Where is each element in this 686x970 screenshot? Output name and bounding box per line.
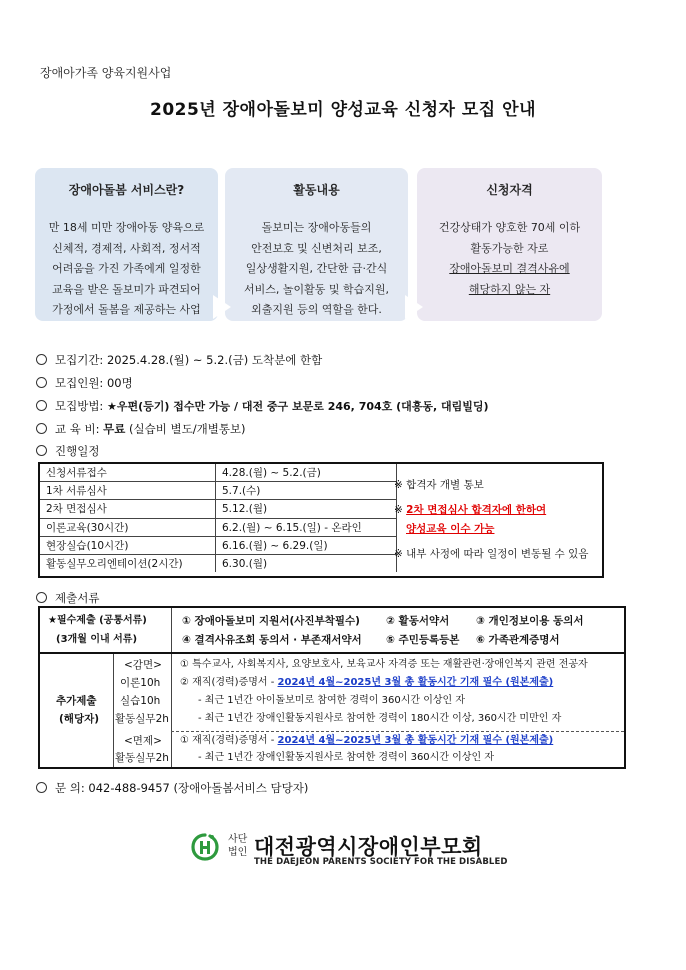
card-line: 가정에서 돌봄을 제공하는 사업 bbox=[52, 303, 201, 316]
card-eligibility bbox=[417, 168, 602, 321]
reduce-label: <감면> bbox=[124, 659, 162, 671]
card-line-text: 해당하지 않는 자 bbox=[468, 282, 551, 296]
reduce-sub-item: - 최근 1년간 장애인활동지원사로 참여한 경력이 180시간 이상, 360시간 미만인 자 bbox=[198, 713, 562, 724]
reduce-item bbox=[180, 676, 553, 690]
exempt-item-blue: 2024년 4월~2025년 3월 총 활동시간 기재 필수 (원본제출) bbox=[277, 735, 554, 746]
circle-bullet-icon bbox=[36, 592, 47, 603]
schedule-table bbox=[38, 462, 604, 578]
schedule-item: 현장실습(10시간) bbox=[40, 536, 216, 554]
card-service-definition bbox=[35, 168, 218, 321]
info-cards bbox=[35, 168, 602, 323]
info-fee bbox=[36, 421, 246, 437]
table-row bbox=[40, 554, 397, 572]
logo-name: 대전광역시장애인부모회 bbox=[254, 835, 483, 859]
info-period bbox=[36, 352, 322, 368]
card-line: 신체적, 경제적, 사회적, 정서적 bbox=[52, 241, 201, 255]
info-count bbox=[36, 375, 133, 391]
exempt-item-prefix: ① 재직(경력)증명서 - bbox=[180, 735, 278, 746]
card-line: 일상생활지원, 간단한 급·간식 bbox=[245, 262, 388, 275]
reduce-item-prefix: ② 재직(경력)증명서 - bbox=[180, 677, 278, 688]
method-value: ★우편(등기) 접수만 가능 / 대전 중구 보문로 246, 704호 (대흥동, 대림빌딩) bbox=[106, 400, 489, 413]
card-line bbox=[417, 280, 602, 301]
circle-bullet-icon bbox=[36, 400, 47, 411]
exempt-sub-item: - 최근 1년간 장애인활동지원사로 참여한 경력이 360시간 이상인 자 bbox=[198, 752, 494, 763]
method-label: 모집방법: bbox=[55, 399, 104, 413]
card-body bbox=[417, 218, 602, 300]
schedule-date: 6.30.(월) bbox=[216, 554, 397, 572]
reduce-sub: 이론10h bbox=[120, 677, 161, 689]
note-red: 양성교육 이수 가능 bbox=[406, 523, 495, 535]
schedule-date: 6.2.(월) ~ 6.15.(일) - 온라인 bbox=[216, 518, 397, 536]
page-title: 2025년 장애아돌보미 양성교육 신청자 모집 안내 bbox=[149, 100, 536, 120]
reduce-item: ① 특수교사, 사회복지사, 요양보호사, 보육교사 자격증 또는 재활관련·장애인복지 관련 전공자 bbox=[180, 659, 588, 670]
card-line: 서비스, 놀이활동 및 학습지원, bbox=[244, 282, 389, 296]
contact-value: 042-488-9457 (장애아돌봄서비스 담당자) bbox=[88, 781, 309, 795]
program-subheader: 장애아가족 양육지원사업 bbox=[40, 66, 172, 80]
card-title: 장애아돌봄 서비스란? bbox=[68, 183, 185, 197]
reduce-item-blue: 2024년 4월~2025년 3월 총 활동시간 기재 필수 (원본제출) bbox=[277, 677, 554, 688]
required-item: ⑥ 가족관계증명서 bbox=[476, 634, 560, 646]
schedule-item: 2차 면접심사 bbox=[40, 500, 216, 518]
card-line: 어려움을 가진 가족에게 일정한 bbox=[52, 262, 201, 275]
circle-bullet-icon bbox=[36, 782, 47, 793]
circle-bullet-icon bbox=[36, 354, 47, 365]
card-line: 안전보호 및 신변처리 보조, bbox=[251, 241, 382, 255]
count-value: 00명 bbox=[106, 376, 133, 390]
exempt-sub: 활동실무2h bbox=[115, 752, 169, 764]
required-item: ② 활동서약서 bbox=[386, 615, 450, 627]
extra-sublabel: (해당자) bbox=[59, 713, 100, 725]
table-row bbox=[40, 536, 397, 554]
schedule-item: 신청서류접수 bbox=[40, 464, 216, 482]
card-line-text: 장애아돌보미 결격사유에 bbox=[449, 262, 570, 275]
card-title: 활동내용 bbox=[293, 183, 340, 197]
table-row bbox=[40, 518, 397, 536]
required-item: ④ 결격사유조회 동의서 · 부존재서약서 bbox=[182, 634, 362, 646]
card-line: 외출지원 등의 역할을 한다. bbox=[251, 303, 382, 316]
logo-corp-top: 사단 bbox=[228, 834, 248, 845]
reduce-sub: 활동실무2h bbox=[115, 713, 169, 725]
required-sublabel: (3개월 이내 서류) bbox=[56, 634, 138, 645]
reduce-sub-item: - 최근 1년간 아이돌보미로 참여한 경력이 360시간 이상인 자 bbox=[198, 695, 466, 706]
logo-english-name: THE DAEJEON PARENTS SOCIETY FOR THE DISABLED bbox=[254, 857, 508, 867]
table-row bbox=[40, 464, 397, 482]
required-item: ① 장애아돌보미 지원서(사진부착필수) bbox=[182, 615, 360, 627]
card-body bbox=[35, 218, 218, 321]
table-row bbox=[40, 482, 397, 500]
schedule-date: 5.7.(수) bbox=[216, 482, 397, 500]
card-line: 교육을 받은 돌보미가 파견되어 bbox=[52, 282, 201, 296]
circle-bullet-icon bbox=[36, 377, 47, 388]
period-label: 모집기간: bbox=[55, 353, 104, 367]
note-red: 2차 면접심사 합격자에 한하여 bbox=[406, 504, 547, 516]
docs-label: 제출서류 bbox=[55, 591, 100, 605]
note-eligibility bbox=[394, 501, 604, 520]
reduce-sub: 실습10h bbox=[120, 695, 161, 707]
organization-emblem-icon bbox=[190, 832, 220, 862]
arrow-right-icon bbox=[405, 295, 423, 319]
card-body bbox=[225, 218, 408, 321]
circle-bullet-icon bbox=[36, 423, 47, 434]
note-notify: ※ 합격자 개별 통보 bbox=[394, 479, 484, 491]
card-line: 만 18세 미만 장애아동 양육으로 bbox=[48, 221, 205, 234]
contact-label: 문 의: bbox=[55, 781, 85, 795]
info-docs bbox=[36, 590, 99, 606]
extra-label: 추가제출 bbox=[56, 695, 97, 707]
card-line: 돌보미는 장애아동들의 bbox=[261, 221, 372, 234]
note-change: ※ 내부 사정에 따라 일정이 변동될 수 있음 bbox=[394, 548, 589, 560]
logo-corp-bottom: 법인 bbox=[228, 847, 248, 858]
required-item: ⑤ 주민등록등본 bbox=[386, 634, 460, 646]
arrow-right-icon bbox=[213, 295, 231, 319]
info-schedule bbox=[36, 443, 99, 459]
schedule-label: 진행일정 bbox=[55, 444, 100, 458]
card-title: 신청자격 bbox=[486, 183, 533, 197]
circle-bullet-icon bbox=[36, 445, 47, 456]
logo-corp-label bbox=[228, 833, 250, 859]
fee-value: 무료 bbox=[103, 422, 126, 436]
card-activities bbox=[225, 168, 408, 321]
note-eligibility-cont bbox=[394, 520, 604, 539]
schedule-item: 이론교육(30시간) bbox=[40, 518, 216, 536]
info-method bbox=[36, 398, 489, 414]
fee-note: (실습비 별도/개별통보) bbox=[129, 422, 246, 436]
schedule-item: 활동실무오리엔테이션(2시간) bbox=[40, 554, 216, 572]
schedule-date: 5.12.(월) bbox=[216, 500, 397, 518]
schedule-item: 1차 서류심사 bbox=[40, 482, 216, 500]
required-item: ③ 개인정보이용 동의서 bbox=[476, 615, 584, 627]
note-prefix: ※ bbox=[394, 504, 407, 516]
schedule-grid bbox=[40, 464, 397, 572]
card-line bbox=[417, 259, 602, 280]
info-contact bbox=[36, 780, 308, 796]
table-row bbox=[40, 500, 397, 518]
schedule-date: 6.16.(월) ~ 6.29.(일) bbox=[216, 536, 397, 554]
fee-label: 교 육 비: bbox=[55, 422, 100, 436]
exempt-item bbox=[180, 734, 553, 748]
period-value: 2025.4.28.(월) ~ 5.2.(금) 도착분에 한함 bbox=[106, 353, 323, 367]
schedule-date: 4.28.(월) ~ 5.2.(금) bbox=[216, 464, 397, 482]
count-label: 모집인원: bbox=[55, 376, 104, 390]
required-label: ★필수제출 (공통서류) bbox=[48, 615, 147, 626]
card-line: 건강상태가 양호한 70세 이하 bbox=[438, 221, 581, 234]
schedule-notes bbox=[394, 476, 604, 564]
card-line: 활동가능한 자로 bbox=[470, 241, 549, 255]
documents-table bbox=[38, 606, 626, 769]
exempt-label: <면제> bbox=[124, 735, 162, 747]
